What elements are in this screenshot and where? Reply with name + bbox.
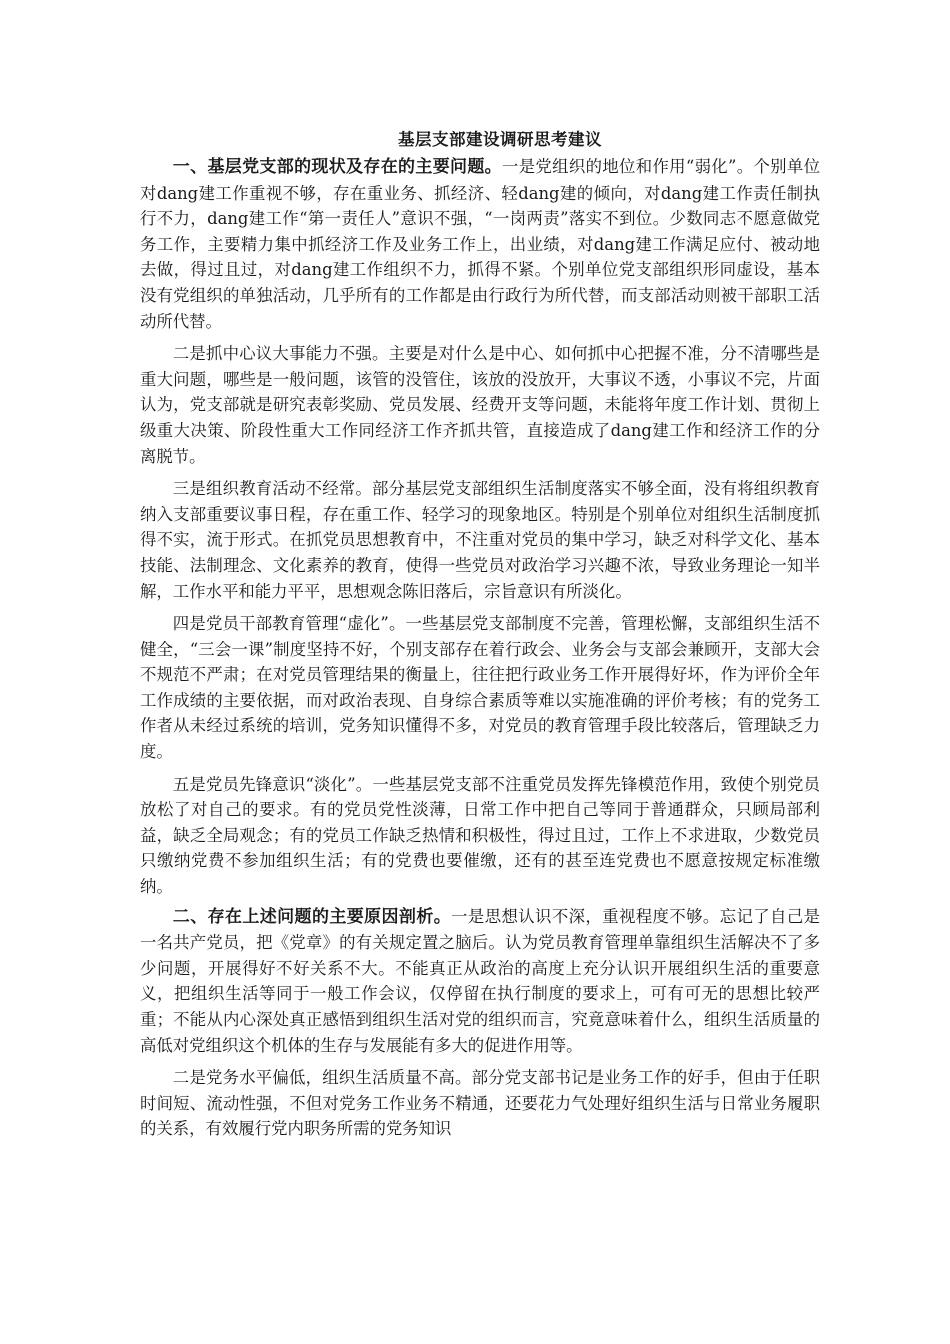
paragraph-text-7: 二是党务水平偏低，组织生活质量不高。部分党支部书记是业务工作的好手，但由于任职时间短、流动性强，不但对党务工作业务不精通，还要花力气处理好组织生活与日常业务履职的关系，有效履行党内职务所需的党务知识 — [140, 1068, 820, 1139]
paragraph-text-2: 二是抓中心议大事能力不强。主要是对什么是中心、如何抓中心把握不准，分不清哪些是重大问题，哪些是一般问题，该管的没管住，该放的没放开，大事议不透，小事议不完，片面认为，党支部就是研究表彰奖励、党员发展、经费开支等问题，未能将年度工作计划、贯彻上级重大决策、阶段性重大工作同经济工作齐抓共管，直接造成了dang建工作和经济工作的分离脱节。 — [140, 344, 820, 466]
section-heading-1: 一、基层党支部的现状及存在的主要问题。 — [172, 157, 502, 177]
document-page — [140, 126, 820, 1149]
paragraph-text-5: 五是党员先锋意识“淡化”。一些基层党支部不注重党员发挥先锋模范作用，致使个别党员放松了对自己的要求。有的党员党性淡薄，日常工作中把自己等同于普通群众，只顾局部利益，缺乏全局观念；有的党员工作缺乏热情和积极性，得过且过，工作上不求进取，少数党员只缴纳党费不参加组织生活；有的党费也要催缴，还有的甚至连党费也不愿意按规定标准缴纳。 — [140, 774, 820, 897]
paragraph-7 — [140, 1065, 820, 1142]
paragraph-6 — [140, 904, 820, 1059]
paragraph-text-4: 四是党员干部教育管理“虚化”。一些基层党支部制度不完善，管理松懈，支部组织生活不健全，“三会一课”制度坚持不好，个别支部存在着行政会、业务会与支部会兼顾开，支部大会不规范不严肃；在对党员管理结果的衡量上，往往把行政业务工作开展得好坏，作为评价全年工作成绩的主要依据，而对政治表现、自身综合素质等难以实施准确的评价考核；有的党务工作者从未经过系统的培训，党务知识懂得不多，对党员的教育管理手段比较落后，管理缺乏力度。 — [140, 614, 820, 762]
section-heading-2: 二、存在上述问题的主要原因剖析。 — [172, 906, 452, 927]
paragraph-text-1: 一是党组织的地位和作用“弱化”。个别单位对dang建工作重视不够，存在重业务、抓经济、轻dang建的倾向，对dang建工作责任制执行不力，dang建工作“第一责任人”意识不强，“一岗两责”落实不到位。少数同志不愿意做党务工作，主要精力集中抓经济工作及业务工作上，出业绩，对dang建工作满足应付、被动地去做，得过且过，对dang建工作组织不力，抓得不紧。个别单位党支部组织形同虚设，基本没有党组织的单独活动，几乎所有的工作都是由行政行为所代替，而支部活动则被干部职工活动所代替。 — [140, 157, 820, 331]
paragraph-text-3: 三是组织教育活动不经常。部分基层党支部组织生活制度落实不够全面，没有将组织教育纳入支部重要议事日程，存在重工作、轻学习的现象地区。特别是个别单位对组织生活制度抓得不实，流于形式。在抓党员思想教育中，不注重对党员的集中学习，缺乏对科学文化、基本技能、法制理念、文化素养的教育，使得一些党员对政治学习兴趣不浓，导致业务理论一知半解，工作水平和能力平平，思想观念陈旧落后，宗旨意识有所淡化。 — [140, 479, 820, 601]
paragraph-text-6: 一是思想认识不深，重视程度不够。忘记了自己是一名共产党员，把《党章》的有关规定置之脑后。认为党员教育管理单靠组织生活解决不了多少问题，开展得好不好关系不大。不能真正从政治的高度上充分认识开展组织生活的重要意义，把组织生活等同于一般工作会议，仅停留在执行制度的要求上，可有可无的思想比较严重；不能从内心深处真正感悟到组织生活对党的组织而言，究竟意味着什么，组织生活质量的高低对党组织这个机体的生存与发展能有多大的促进作用等。 — [140, 906, 821, 1055]
paragraph-4 — [140, 611, 820, 765]
paragraph-3 — [140, 476, 820, 604]
paragraph-2 — [140, 341, 820, 469]
document-title: 基层支部建设调研思考建议 — [398, 130, 602, 149]
paragraph-1 — [140, 154, 820, 334]
paragraph-5 — [140, 772, 820, 900]
